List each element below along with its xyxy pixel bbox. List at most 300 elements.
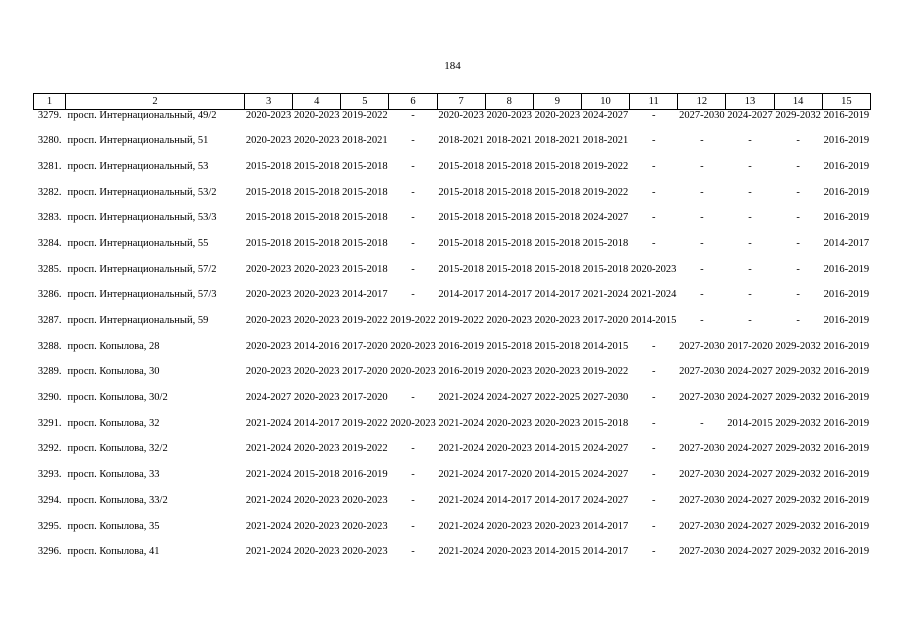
period-cell: 2027-2030 — [679, 443, 725, 455]
period-cell: 2014-2017 — [438, 289, 484, 301]
address-cell: просп. Интернациональный, 55 — [67, 237, 209, 249]
row-number: 3288. — [37, 340, 62, 352]
period-cell: 2020-2023 — [293, 392, 340, 404]
period-cell: 2020-2023 — [293, 366, 340, 378]
period-cell: 2014-2015 — [534, 546, 581, 558]
period-cell: - — [748, 289, 752, 301]
period-cell: 2016-2019 — [823, 366, 870, 378]
period-cell: 2016-2019 — [823, 340, 870, 352]
period-cell: 2027-2030 — [679, 494, 725, 506]
period-cell: 2020-2023 — [486, 110, 533, 121]
address-cell: просп. Интернациональный, 53 — [67, 160, 209, 172]
row-number: 3286. — [37, 289, 62, 301]
period-cell: 2027-2030 — [679, 469, 725, 481]
period-cell: 2016-2019 — [823, 263, 870, 275]
table-row — [34, 469, 871, 495]
table-row — [34, 212, 871, 238]
period-cell: 2020-2023 — [293, 315, 340, 326]
period-cell: 2020-2023 — [293, 520, 340, 532]
period-cell: 2024-2027 — [582, 469, 629, 481]
period-cell: 2019-2022 — [390, 315, 436, 326]
period-cell: 2015-2018 — [534, 212, 581, 224]
address-cell: просп. Копылова, 28 — [67, 340, 160, 352]
period-cell: 2014-2015 — [534, 443, 581, 455]
period-cell: 2021-2024 — [438, 520, 484, 532]
period-cell: 2020-2023 — [293, 546, 340, 558]
period-cell: 2029-2032 — [775, 443, 821, 455]
period-cell: 2016-2019 — [823, 110, 870, 121]
column-header: 11 — [630, 94, 678, 110]
period-cell: - — [748, 315, 752, 326]
address-cell: просп. Копылова, 33/2 — [67, 494, 168, 506]
period-cell: - — [411, 443, 415, 455]
period-cell: - — [748, 237, 752, 249]
period-cell: 2015-2018 — [534, 263, 581, 275]
period-cell: 2024-2027 — [727, 546, 773, 558]
period-cell: - — [748, 135, 752, 147]
period-cell: 2014-2015 — [534, 469, 581, 481]
period-cell: - — [411, 135, 415, 147]
table-row — [34, 315, 871, 341]
period-cell: - — [411, 186, 415, 198]
table-row — [34, 443, 871, 469]
period-cell: 2015-2018 — [486, 160, 533, 172]
period-cell: 2014-2017 — [582, 546, 629, 558]
period-cell: 2015-2018 — [486, 263, 533, 275]
period-cell: 2015-2018 — [582, 417, 629, 429]
period-cell: 2018-2021 — [582, 135, 629, 147]
period-cell: 2020-2023 — [486, 315, 533, 326]
row-number: 3283. — [37, 212, 62, 224]
period-cell: 2029-2032 — [775, 366, 821, 378]
period-cell: - — [411, 110, 415, 121]
period-cell: 2020-2023 — [390, 366, 436, 378]
period-cell: 2020-2023 — [293, 443, 340, 455]
period-cell: 2021-2024 — [245, 443, 292, 455]
period-cell: 2015-2018 — [293, 186, 340, 198]
period-cell: 2016-2019 — [823, 160, 870, 172]
period-cell: 2015-2018 — [534, 186, 581, 198]
period-cell: - — [796, 263, 800, 275]
period-cell: 2020-2023 — [534, 110, 581, 121]
period-cell: 2020-2023 — [245, 263, 292, 275]
period-cell: 2020-2023 — [342, 494, 388, 506]
period-cell: 2021-2024 — [582, 289, 629, 301]
period-cell: - — [651, 469, 656, 481]
period-cell: 2021-2024 — [245, 520, 292, 532]
period-cell: 2021-2024 — [245, 546, 292, 558]
period-cell: 2029-2032 — [775, 417, 821, 429]
period-cell: 2024-2027 — [727, 469, 773, 481]
table-row — [34, 187, 871, 213]
period-cell: 2027-2030 — [679, 340, 725, 352]
address-cell: просп. Копылова, 30/2 — [67, 392, 168, 404]
period-cell: 2015-2018 — [582, 263, 629, 275]
column-header: 8 — [485, 94, 533, 110]
period-cell: 2021-2024 — [630, 289, 677, 301]
period-cell: 2016-2019 — [823, 186, 870, 198]
period-cell: 2015-2018 — [534, 160, 581, 172]
period-cell: 2015-2018 — [486, 212, 533, 224]
period-cell: 2017-2020 — [486, 469, 533, 481]
table-row — [34, 110, 871, 136]
row-number: 3289. — [37, 366, 62, 378]
row-number: 3291. — [37, 417, 62, 429]
period-cell: - — [411, 237, 415, 249]
period-cell: 2015-2018 — [486, 237, 533, 249]
period-cell: 2017-2020 — [582, 315, 629, 326]
period-cell: 2015-2018 — [438, 263, 484, 275]
period-cell: 2016-2019 — [823, 417, 870, 429]
period-cell: 2024-2027 — [727, 366, 773, 378]
period-cell: 2020-2023 — [293, 110, 340, 121]
table-row — [34, 366, 871, 392]
period-cell: 2019-2022 — [582, 160, 629, 172]
period-cell: 2019-2022 — [342, 417, 388, 429]
period-cell: - — [651, 366, 656, 378]
period-cell: 2015-2018 — [342, 160, 388, 172]
column-header: 7 — [437, 94, 485, 110]
period-cell: - — [651, 212, 656, 224]
column-header: 15 — [822, 94, 870, 110]
table-row — [34, 161, 871, 187]
period-cell: - — [700, 315, 704, 326]
period-cell: - — [651, 494, 656, 506]
period-cell: 2016-2019 — [823, 546, 870, 558]
period-cell: 2015-2018 — [438, 212, 484, 224]
period-cell: 2020-2023 — [486, 546, 533, 558]
period-cell: 2015-2018 — [245, 212, 292, 224]
period-cell: 2019-2022 — [438, 315, 484, 326]
period-cell: 2021-2024 — [245, 417, 292, 429]
period-cell: 2015-2018 — [534, 340, 581, 352]
address-cell: просп. Копылова, 41 — [67, 546, 160, 558]
column-header: 12 — [678, 94, 726, 110]
period-cell: - — [700, 212, 704, 224]
period-cell: 2021-2024 — [438, 443, 484, 455]
column-header: 13 — [726, 94, 774, 110]
period-cell: - — [748, 186, 752, 198]
period-cell: - — [700, 237, 704, 249]
period-cell: 2014-2015 — [582, 340, 629, 352]
column-header: 6 — [389, 94, 437, 110]
header-row — [34, 94, 871, 110]
period-cell: 2014-2015 — [727, 417, 773, 429]
period-cell: 2016-2019 — [823, 520, 870, 532]
period-cell: 2024-2027 — [582, 110, 629, 121]
period-cell: 2015-2018 — [245, 186, 292, 198]
period-cell: - — [411, 494, 415, 506]
period-cell: 2014-2017 — [823, 237, 870, 249]
column-header: 2 — [66, 94, 245, 110]
period-cell: 2014-2017 — [534, 494, 581, 506]
period-cell: 2015-2018 — [293, 212, 340, 224]
period-cell: 2019-2022 — [582, 366, 629, 378]
period-cell: - — [796, 237, 800, 249]
column-header: 4 — [293, 94, 341, 110]
period-cell: 2020-2023 — [342, 520, 388, 532]
period-cell: 2020-2023 — [630, 263, 677, 275]
address-cell: просп. Копылова, 32/2 — [67, 443, 168, 455]
table-row — [34, 289, 871, 315]
address-cell: просп. Копылова, 32 — [67, 417, 160, 429]
period-cell: - — [796, 186, 800, 198]
period-cell: 2020-2023 — [245, 315, 292, 326]
period-cell: 2024-2027 — [727, 494, 773, 506]
period-cell: 2017-2020 — [342, 340, 388, 352]
address-cell: просп. Интернациональный, 49/2 — [67, 110, 217, 121]
period-cell: - — [411, 546, 415, 558]
period-cell: - — [651, 237, 656, 249]
period-cell: 2021-2024 — [438, 494, 484, 506]
period-cell: 2020-2023 — [293, 263, 340, 275]
period-cell: 2020-2023 — [293, 289, 340, 301]
period-cell: 2029-2032 — [775, 494, 821, 506]
period-cell: 2016-2019 — [823, 392, 870, 404]
period-cell: 2024-2027 — [727, 110, 773, 121]
period-cell: 2016-2019 — [823, 315, 870, 326]
period-cell: - — [700, 135, 704, 147]
table-row — [34, 264, 871, 290]
period-cell: - — [651, 110, 656, 121]
page-number: 184 — [444, 60, 461, 72]
period-cell: 2029-2032 — [775, 546, 821, 558]
period-cell: 2015-2018 — [342, 263, 388, 275]
row-number: 3292. — [37, 443, 62, 455]
period-cell: 2014-2017 — [293, 417, 340, 429]
address-cell: просп. Копылова, 35 — [67, 520, 160, 532]
period-cell: 2014-2015 — [630, 315, 677, 326]
period-cell: 2024-2027 — [245, 392, 292, 404]
address-cell: просп. Интернациональный, 53/2 — [67, 186, 217, 198]
period-cell: 2027-2030 — [679, 520, 725, 532]
period-cell: - — [651, 160, 656, 172]
period-cell: - — [700, 186, 704, 198]
period-cell: - — [411, 469, 415, 481]
period-cell: 2015-2018 — [293, 469, 340, 481]
row-number: 3280. — [37, 135, 62, 147]
period-cell: - — [651, 135, 656, 147]
period-cell: 2016-2019 — [342, 469, 388, 481]
period-cell: 2016-2019 — [823, 289, 870, 301]
period-cell: - — [796, 315, 800, 326]
period-cell: - — [796, 160, 800, 172]
period-cell: 2027-2030 — [582, 392, 629, 404]
period-cell: 2020-2023 — [534, 417, 581, 429]
period-cell: 2017-2020 — [727, 340, 773, 352]
period-cell: 2020-2023 — [342, 546, 388, 558]
period-cell: - — [651, 546, 656, 558]
table-row — [34, 521, 871, 547]
table-row — [34, 341, 871, 367]
period-cell: 2020-2023 — [486, 443, 533, 455]
schedule-table — [33, 93, 871, 572]
period-cell: - — [411, 212, 415, 224]
period-cell: 2027-2030 — [679, 110, 725, 121]
period-cell: 2020-2023 — [245, 366, 292, 378]
period-cell: 2024-2027 — [582, 494, 629, 506]
period-cell: 2020-2023 — [245, 110, 292, 121]
period-cell: 2020-2023 — [486, 520, 533, 532]
period-cell: - — [651, 392, 656, 404]
column-header: 10 — [581, 94, 629, 110]
period-cell: 2022-2025 — [534, 392, 581, 404]
period-cell: 2019-2022 — [342, 315, 388, 326]
period-cell: 2016-2019 — [823, 212, 870, 224]
period-cell: 2020-2023 — [390, 417, 436, 429]
period-cell: 2015-2018 — [342, 237, 388, 249]
period-cell: 2015-2018 — [438, 160, 484, 172]
period-cell: - — [411, 520, 415, 532]
period-cell: 2015-2018 — [342, 186, 388, 198]
period-cell: - — [796, 289, 800, 301]
period-cell: 2020-2023 — [245, 289, 292, 301]
period-cell: 2024-2027 — [727, 443, 773, 455]
period-cell: 2024-2027 — [727, 520, 773, 532]
period-cell: 2015-2018 — [438, 237, 484, 249]
period-cell: 2020-2023 — [534, 315, 581, 326]
period-cell: 2029-2032 — [775, 469, 821, 481]
row-number: 3296. — [37, 546, 62, 558]
period-cell: - — [651, 520, 656, 532]
period-cell: 2021-2024 — [245, 494, 292, 506]
table-body — [34, 110, 871, 572]
period-cell: 2021-2024 — [245, 469, 292, 481]
period-cell: 2029-2032 — [775, 520, 821, 532]
address-cell: просп. Интернациональный, 57/3 — [67, 289, 217, 301]
address-cell: просп. Копылова, 33 — [67, 469, 160, 481]
period-cell: 2015-2018 — [486, 340, 533, 352]
period-cell: - — [796, 135, 800, 147]
period-cell: 2016-2019 — [823, 469, 870, 481]
row-number: 3279. — [37, 110, 62, 121]
period-cell: 2017-2020 — [342, 392, 388, 404]
period-cell: 2019-2022 — [342, 110, 388, 121]
period-cell: 2015-2018 — [582, 237, 629, 249]
period-cell: 2020-2023 — [293, 135, 340, 147]
period-cell: 2017-2020 — [342, 366, 388, 378]
period-cell: 2015-2018 — [534, 237, 581, 249]
period-cell: 2020-2023 — [486, 417, 533, 429]
period-cell: 2014-2017 — [582, 520, 629, 532]
period-cell: - — [411, 392, 415, 404]
period-cell: - — [748, 212, 752, 224]
period-cell: 2020-2023 — [293, 494, 340, 506]
period-cell: 2018-2021 — [342, 135, 388, 147]
period-cell: - — [411, 289, 415, 301]
period-cell: 2024-2027 — [582, 212, 629, 224]
period-cell: 2024-2027 — [727, 392, 773, 404]
period-cell: 2018-2021 — [534, 135, 581, 147]
period-cell: 2027-2030 — [679, 392, 725, 404]
row-number: 3281. — [37, 160, 62, 172]
period-cell: - — [700, 263, 704, 275]
period-cell: 2027-2030 — [679, 366, 725, 378]
period-cell: 2029-2032 — [775, 110, 821, 121]
period-cell: 2021-2024 — [438, 417, 484, 429]
period-cell: 2021-2024 — [438, 546, 484, 558]
period-cell: 2019-2022 — [582, 186, 629, 198]
address-cell: просп. Интернациональный, 53/3 — [67, 212, 217, 224]
period-cell: - — [700, 160, 704, 172]
period-cell: - — [796, 212, 800, 224]
period-cell: - — [651, 443, 656, 455]
period-cell: - — [651, 417, 656, 429]
address-cell: просп. Интернациональный, 57/2 — [67, 263, 217, 275]
period-cell: - — [411, 160, 415, 172]
period-cell: 2020-2023 — [438, 110, 484, 121]
table-row — [34, 392, 871, 418]
column-header: 5 — [341, 94, 389, 110]
period-cell: 2020-2023 — [486, 366, 533, 378]
period-cell: 2016-2019 — [438, 366, 484, 378]
period-cell: - — [700, 417, 704, 429]
table-row — [34, 135, 871, 161]
column-header: 3 — [245, 94, 293, 110]
period-cell: 2020-2023 — [245, 135, 292, 147]
period-cell: 2014-2017 — [534, 289, 581, 301]
period-cell: 2021-2024 — [438, 469, 484, 481]
table-row — [34, 546, 871, 572]
period-cell: 2014-2017 — [486, 494, 533, 506]
period-cell: 2016-2019 — [823, 135, 870, 147]
period-cell: 2015-2018 — [245, 160, 292, 172]
table-row — [34, 418, 871, 444]
row-number: 3285. — [37, 263, 62, 275]
period-cell: 2015-2018 — [438, 186, 484, 198]
period-cell: - — [411, 263, 415, 275]
period-cell: 2014-2017 — [342, 289, 388, 301]
period-cell: 2015-2018 — [293, 237, 340, 249]
column-header: 14 — [774, 94, 822, 110]
period-cell: 2015-2018 — [245, 237, 292, 249]
period-cell: 2024-2027 — [582, 443, 629, 455]
period-cell: 2029-2032 — [775, 340, 821, 352]
period-cell: 2015-2018 — [293, 160, 340, 172]
address-cell: просп. Интернациональный, 59 — [67, 315, 209, 326]
table-row — [34, 495, 871, 521]
row-number: 3287. — [37, 315, 62, 326]
column-header: 1 — [34, 94, 66, 110]
period-cell: 2016-2019 — [823, 443, 870, 455]
period-cell: - — [748, 160, 752, 172]
period-cell: 2020-2023 — [245, 340, 292, 352]
period-cell: 2021-2024 — [438, 392, 484, 404]
period-cell: 2019-2022 — [342, 443, 388, 455]
period-cell: 2014-2016 — [293, 340, 340, 352]
period-cell: 2015-2018 — [342, 212, 388, 224]
row-number: 3295. — [37, 520, 62, 532]
row-number: 3294. — [37, 494, 62, 506]
period-cell: 2027-2030 — [679, 546, 725, 558]
period-cell: - — [651, 340, 656, 352]
row-number: 3293. — [37, 469, 62, 481]
period-cell: 2016-2019 — [823, 494, 870, 506]
period-cell: - — [748, 263, 752, 275]
period-cell: 2014-2017 — [486, 289, 533, 301]
address-cell: просп. Интернациональный, 51 — [67, 135, 209, 147]
period-cell: - — [700, 289, 704, 301]
period-cell: 2015-2018 — [486, 186, 533, 198]
period-cell: 2020-2023 — [390, 340, 436, 352]
period-cell: 2024-2027 — [486, 392, 533, 404]
address-cell: просп. Копылова, 30 — [67, 366, 160, 378]
period-cell: 2018-2021 — [438, 135, 484, 147]
row-number: 3282. — [37, 186, 62, 198]
column-header: 9 — [533, 94, 581, 110]
row-number: 3284. — [37, 237, 62, 249]
period-cell: 2020-2023 — [534, 366, 581, 378]
